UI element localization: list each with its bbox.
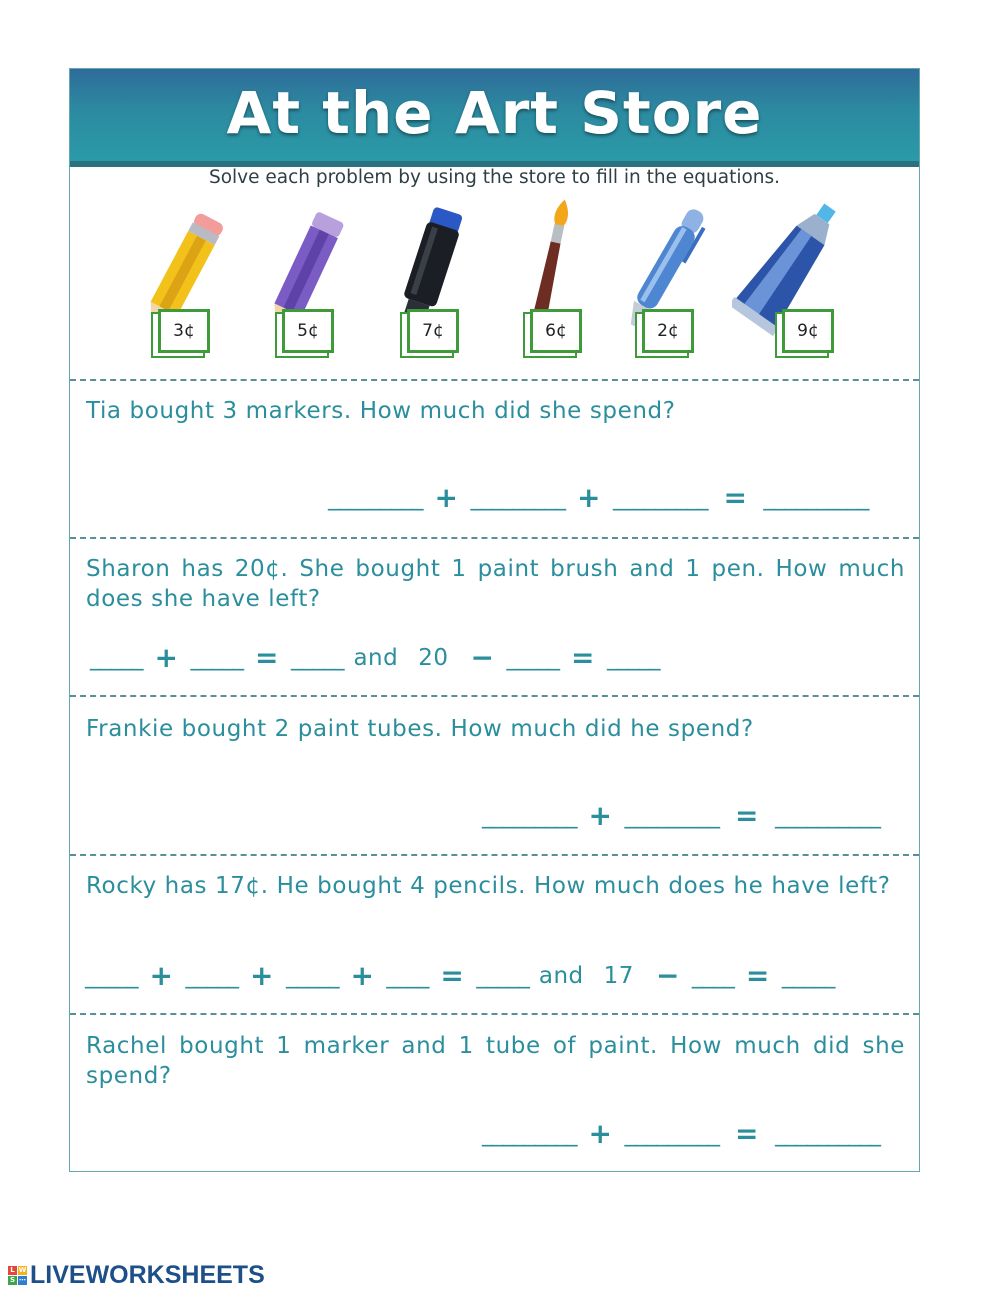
brand-name: LIVEWORKSHEETS (30, 1260, 265, 1289)
problem-1-equation: _________ + _________ + _________ = __________ (328, 481, 869, 514)
divider (70, 1013, 919, 1015)
item-yellow-pencil (130, 194, 240, 364)
worksheet (69, 68, 920, 1172)
price-tag: 3¢ (158, 309, 210, 353)
start-amount: 20 (418, 645, 449, 671)
problem-1-text: Tia bought 3 markers. How much did she spend? (86, 398, 676, 424)
and-word: and (538, 963, 584, 989)
item-marker (375, 194, 485, 364)
problem-2-text: Sharon has 20¢. She bought 1 paint brush and 1 pen. How much does she have left? (86, 556, 905, 612)
answer-blank[interactable]: _____ (85, 963, 138, 989)
price-tag: 5¢ (282, 309, 334, 353)
price-tag: 7¢ (407, 309, 459, 353)
problem-3-equation: _________ + _________ = __________ (482, 799, 880, 832)
answer-blank[interactable]: _____ (185, 963, 238, 989)
answer-blank[interactable]: _____ (290, 645, 344, 671)
liveworksheets-logo-icon: L W S ⋯ (9, 1265, 27, 1284)
answer-blank[interactable]: _____ (781, 963, 835, 989)
answer-blank[interactable]: ____ (691, 963, 734, 989)
item-purple-pencil (252, 194, 362, 364)
problem-2-equation: _____ + _____ = _____ and 20 − _____ = _____ (90, 641, 660, 674)
price-tag: 9¢ (782, 309, 834, 353)
problem-4-text: Rocky has 17¢. He bought 4 pencils. How much does he have left? (86, 873, 891, 899)
problem-5-text: Rachel bought 1 marker and 1 tube of paint. How much did she spend? (86, 1033, 905, 1089)
answer-blank[interactable]: ____ (386, 963, 429, 989)
divider (70, 537, 919, 539)
divider (70, 379, 919, 381)
problem-3-text: Frankie bought 2 paint tubes. How much did he spend? (86, 716, 754, 742)
price-tag: 2¢ (642, 309, 694, 353)
divider (70, 854, 919, 856)
start-amount: 17 (603, 963, 634, 989)
instruction-text: Solve each problem by using the store to fill in the equations. (208, 167, 781, 188)
answer-blank[interactable]: __________ (774, 803, 880, 829)
answer-blank[interactable]: __________ (763, 485, 869, 511)
answer-blank[interactable]: _________ (624, 803, 719, 829)
answer-blank[interactable]: _____ (606, 645, 660, 671)
answer-blank[interactable]: _____ (285, 963, 339, 989)
item-pen (610, 194, 720, 364)
answer-blank[interactable]: _________ (470, 485, 565, 511)
divider (70, 695, 919, 697)
answer-blank[interactable]: _________ (482, 1121, 577, 1147)
and-word: and (353, 645, 399, 671)
answer-blank[interactable]: _____ (190, 645, 243, 671)
answer-blank[interactable]: _________ (612, 485, 708, 511)
answer-blank[interactable]: _____ (476, 963, 529, 989)
title-banner (70, 69, 919, 167)
answer-blank[interactable]: _____ (506, 645, 559, 671)
price-tag: 6¢ (530, 309, 582, 353)
answer-blank[interactable]: _____ (90, 645, 143, 671)
answer-blank[interactable]: _________ (328, 485, 423, 511)
item-paint-tube (732, 194, 842, 364)
problem-4-equation: _____ + _____ + _____ + ____ = _____ and 17 − ____ = _____ (85, 959, 835, 992)
liveworksheets-footer[interactable] (8, 1262, 265, 1288)
page-title: At the Art Store (226, 79, 763, 147)
answer-blank[interactable]: _________ (624, 1121, 719, 1147)
store-items (70, 194, 919, 364)
answer-blank[interactable]: _________ (482, 803, 577, 829)
problem-5-equation: _________ + _________ = __________ (482, 1117, 880, 1150)
item-paintbrush (495, 194, 605, 364)
answer-blank[interactable]: __________ (774, 1121, 880, 1147)
